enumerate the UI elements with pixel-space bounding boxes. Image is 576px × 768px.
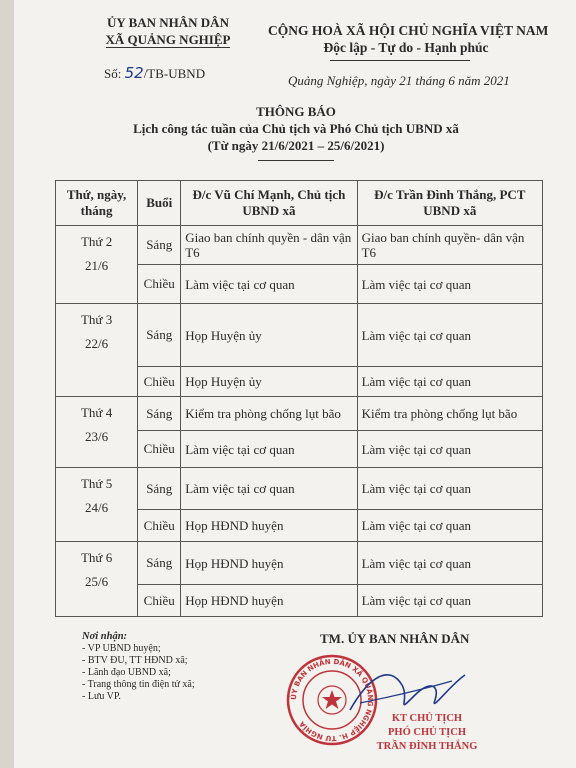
session-morning: Sáng xyxy=(138,542,181,585)
day-name: Thứ 6 xyxy=(80,550,113,565)
chairman-morning: Kiểm tra phòng chống lụt bão xyxy=(181,397,357,431)
header-chairman: Đ/c Vũ Chí Mạnh, Chủ tịch UBND xã xyxy=(181,181,357,226)
day-cell xyxy=(56,397,138,468)
day-name: Thứ 4 xyxy=(80,405,113,420)
national-motto xyxy=(268,22,549,56)
chairman-morning: Họp HĐND huyện xyxy=(181,542,357,585)
session-afternoon: Chiều xyxy=(138,265,181,304)
recipient-item: - Lãnh đạo UBND xã; xyxy=(82,667,171,678)
motto-line2: Độc lập - Tự do - Hạnh phúc xyxy=(323,40,489,55)
session-morning: Sáng xyxy=(138,397,181,431)
signer-block xyxy=(372,712,482,754)
day-cell xyxy=(56,226,138,304)
header-vice-chairman: Đ/c Trần Đình Thắng, PCT UBND xã xyxy=(357,181,542,226)
recipient-item: - VP UBND huyện; xyxy=(82,643,161,654)
session-morning: Sáng xyxy=(138,304,181,367)
signer-name: TRẦN ĐÌNH THẮNG xyxy=(376,741,478,752)
day-name: Thứ 3 xyxy=(80,312,113,327)
day-date: 21/6 xyxy=(85,258,109,273)
chairman-afternoon: Làm việc tại cơ quan xyxy=(181,265,357,304)
vice-afternoon: Làm việc tại cơ quan xyxy=(357,431,542,468)
issuing-authority xyxy=(88,14,248,48)
vice-afternoon: Làm việc tại cơ quan xyxy=(357,510,542,542)
schedule-table xyxy=(55,180,543,617)
title-range: (Từ ngày 21/6/2021 – 25/6/2021) xyxy=(207,138,385,153)
session-afternoon: Chiều xyxy=(138,431,181,468)
vice-morning: Giao ban chính quyền- dân vận T6 xyxy=(357,226,542,265)
session-afternoon: Chiều xyxy=(138,510,181,542)
vice-afternoon: Làm việc tại cơ quan xyxy=(357,265,542,304)
stamp-text: ỦY BAN NHÂN DÂN XÃ QUẢNG NGHIỆP H. TƯ NGHĨA xyxy=(289,657,375,743)
chairman-morning: Làm việc tại cơ quan xyxy=(181,468,357,510)
title-main: THÔNG BÁO xyxy=(256,104,336,119)
recipient-item: - BTV ĐU, TT HĐND xã; xyxy=(82,655,188,666)
vice-morning: Làm việc tại cơ quan xyxy=(357,304,542,367)
day-cell xyxy=(56,304,138,397)
day-cell xyxy=(56,468,138,542)
motto-line1: CỘNG HOÀ XÃ HỘI CHỦ NGHĨA VIỆT NAM xyxy=(268,23,549,38)
day-date: 25/6 xyxy=(85,574,109,589)
header-day: Thứ, ngày, tháng xyxy=(56,181,138,226)
day-date: 24/6 xyxy=(85,500,109,515)
chairman-afternoon: Họp Huyện ủy xyxy=(181,367,357,397)
vice-morning: Kiểm tra phòng chống lụt bão xyxy=(357,397,542,431)
vice-afternoon: Làm việc tại cơ quan xyxy=(357,585,542,617)
recipients-heading: Nơi nhận: xyxy=(82,631,128,642)
recipient-item: - Lưu VP. xyxy=(82,691,121,702)
vice-morning: Làm việc tại cơ quan xyxy=(357,468,542,510)
chairman-morning: Họp Huyện ủy xyxy=(181,304,357,367)
title-underline xyxy=(258,160,334,161)
session-morning: Sáng xyxy=(138,468,181,510)
chairman-afternoon: Làm việc tại cơ quan xyxy=(181,431,357,468)
on-behalf-label: TM. ỦY BAN NHÂN DÂN xyxy=(320,631,470,646)
day-date: 23/6 xyxy=(85,429,109,444)
table-row xyxy=(56,226,543,265)
table-row xyxy=(56,304,543,367)
session-afternoon: Chiều xyxy=(138,367,181,397)
chairman-afternoon: Họp HĐND huyện xyxy=(181,585,357,617)
table-row xyxy=(56,468,543,510)
title-sub: Lịch công tác tuần của Chủ tịch và Phó Chủ tịch UBND xã xyxy=(133,121,459,136)
motto-underline xyxy=(330,60,470,61)
doc-number-prefix: Số: xyxy=(104,66,122,81)
day-name: Thứ 2 xyxy=(80,234,113,249)
header-session: Buổi xyxy=(138,181,181,226)
recipients-list xyxy=(82,631,262,703)
day-date: 22/6 xyxy=(85,336,109,351)
signer-role2: PHÓ CHỦ TỊCH xyxy=(388,727,466,738)
signer-role1: KT CHỦ TỊCH xyxy=(391,713,463,724)
document-number xyxy=(104,64,205,82)
session-morning: Sáng xyxy=(138,226,181,265)
authority-line1: ỦY BAN NHÂN DÂN xyxy=(107,15,229,30)
doc-number-suffix: /TB-UBND xyxy=(143,66,206,81)
chairman-afternoon: Họp HĐND huyện xyxy=(181,510,357,542)
vice-morning: Làm việc tại cơ quan xyxy=(357,542,542,585)
notice-title xyxy=(100,103,492,154)
authority-line2: XÃ QUẢNG NGHIỆP xyxy=(105,32,231,47)
session-afternoon: Chiều xyxy=(138,585,181,617)
place-date: Quảng Nghiệp, ngày 21 tháng 6 năm 2021 xyxy=(288,73,510,88)
table-row xyxy=(56,397,543,431)
table-row xyxy=(56,542,543,585)
day-cell xyxy=(56,542,138,617)
chairman-morning: Giao ban chính quyền - dân vận T6 xyxy=(181,226,357,265)
day-name: Thứ 5 xyxy=(80,476,113,491)
recipient-item: - Trang thông tin điện tử xã; xyxy=(82,679,195,690)
doc-number-handwritten: 52 xyxy=(124,64,144,82)
vice-afternoon: Làm việc tại cơ quan xyxy=(357,367,542,397)
